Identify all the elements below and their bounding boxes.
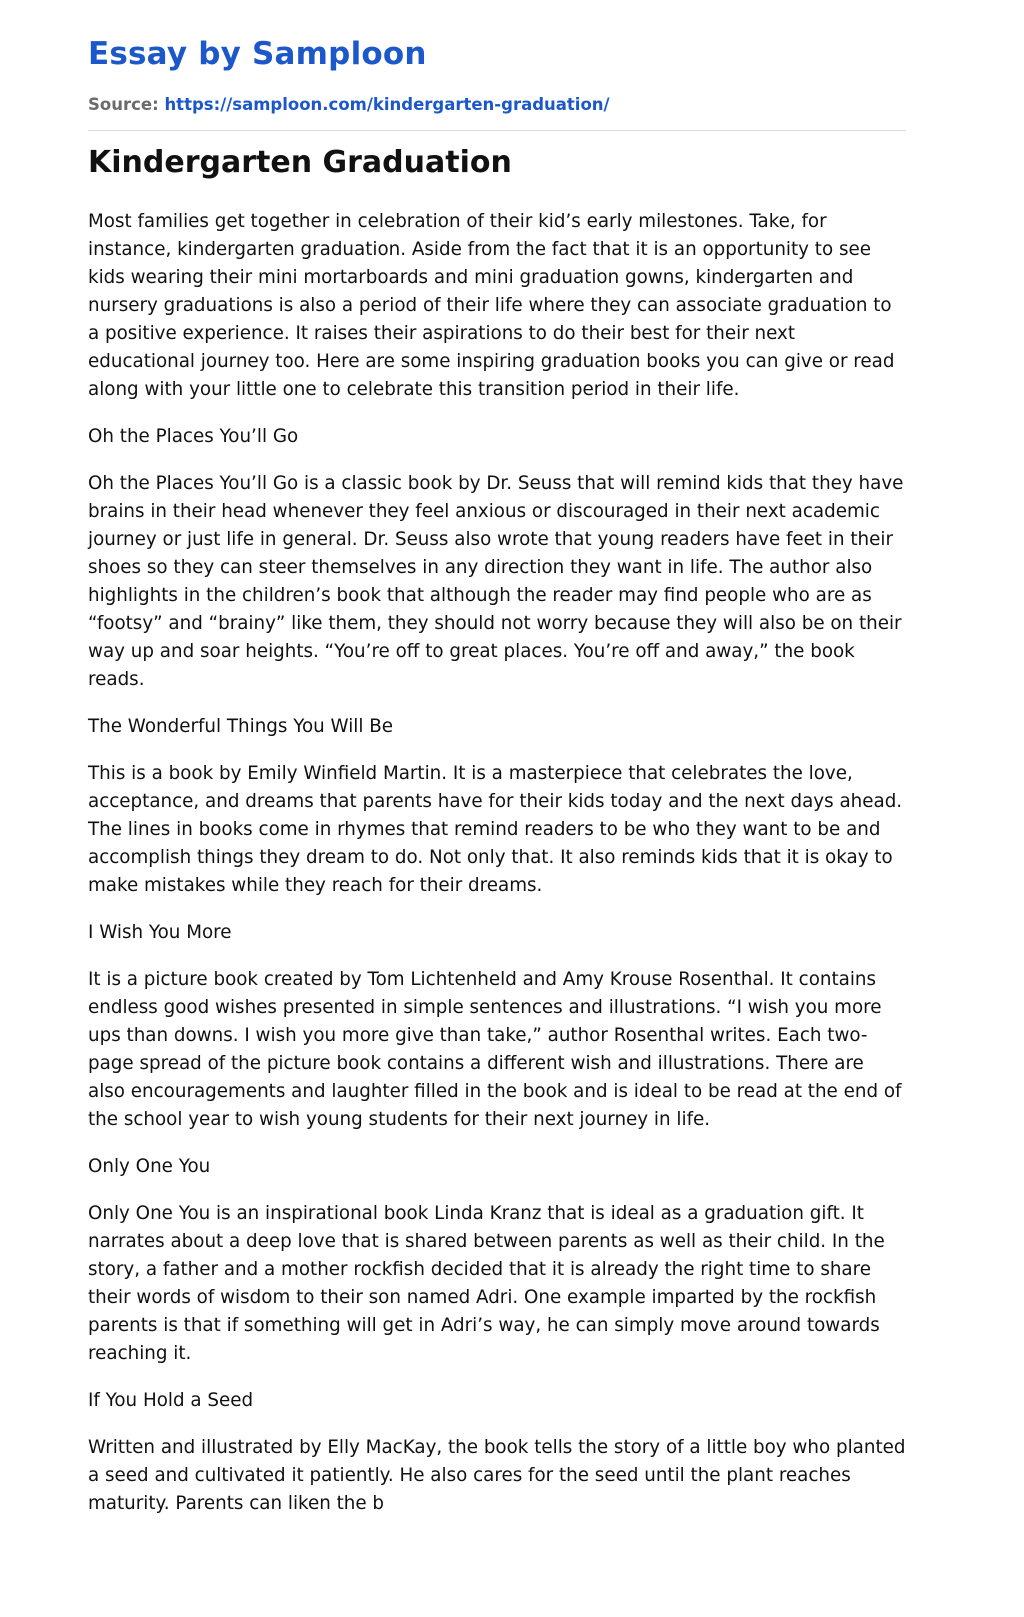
essay-title: Kindergarten Graduation [88, 145, 512, 180]
paragraph-only-one-you: Only One You is an inspirational book Linda Kranz that is ideal as a graduation gift. It narrates about a deep love that is shared between parents as well as their child. In the story, a father and a mother rockfish decided that it is already the right time to share their words of wisdom to their son named Adri. One example imparted by the rockfish parents is that if something will get in Adri’s way, he can simply move around towards reaching it. [88, 1203, 885, 1364]
brand-title: Essay by Samploon [88, 36, 427, 72]
source-label: Source: [88, 95, 159, 114]
book-heading-i-wish-you-more: I Wish You More [88, 922, 232, 943]
book-heading-oh-the-places: Oh the Places You’ll Go [88, 426, 299, 447]
paragraph-i-wish-you-more: It is a picture book created by Tom Lichtenheld and Amy Krouse Rosenthal. It contains endless good wishes presented in simple sentences and illustrations. “I wish you more ups than downs. I wish you more give than take,” author Rosenthal writes. Each two-page spread of the picture book contains a different wish and illustrations. There are also encouragements and laughter filled in the book and is ideal to be read at the end of the school year to wish young students for their next journey in life. [88, 969, 902, 1130]
book-heading-if-you-hold-a-seed: If You Hold a Seed [88, 1390, 254, 1411]
paragraph-intro: Most families get together in celebration of their kid’s early milestones. Take, for instance, kindergarten graduation. Aside from the fact that it is an opportunity to see kids wearing their mini mortarboards and mini graduation gowns, kindergarten and nursery graduations is also a period of their life where they can associate graduation to a positive experience. It raises their aspirations to do their best for their next educational journey too. Here are some inspiring graduation books you can give or read along with your little one to celebrate this transition period in their life. [88, 211, 895, 400]
book-heading-wonderful-things: The Wonderful Things You Will Be [88, 716, 394, 737]
paragraph-if-you-hold-a-seed: Written and illustrated by Elly MacKay, the book tells the story of a little boy who planted a seed and cultivated it patiently. He also cares for the seed until the plant reaches maturity. Parents can liken the b [88, 1437, 906, 1514]
essay-body [88, 208, 906, 1518]
header-divider [88, 130, 906, 131]
source-line [88, 95, 906, 114]
paragraph-oh-the-places: Oh the Places You’ll Go is a classic book by Dr. Seuss that will remind kids that they have brains in their head whenever they feel anxious or discouraged in their next academic journey or just life in general. Dr. Seuss also wrote that young readers have feet in their shoes so they can steer themselves in any direction they want in life. The author also highlights in the children’s book that although the reader may find people who are as “footsy” and “brainy” like them, they should not worry because they will also be on their way up and soar heights. “You’re off to great places. You’re off and away,” the book reads. [88, 473, 904, 690]
paragraph-wonderful-things: This is a book by Emily Winfield Martin. It is a masterpiece that celebrates the love, acceptance, and dreams that parents have for their kids today and the next days ahead. The lines in books come in rhymes that remind readers to be who they want to be and accomplish things they dream to do. Not only that. It also reminds kids that it is okay to make mistakes while they reach for their dreams. [88, 763, 903, 896]
book-heading-only-one-you: Only One You [88, 1156, 211, 1177]
source-link[interactable]: https://samploon.com/kindergarten-graduation/ [164, 95, 610, 114]
